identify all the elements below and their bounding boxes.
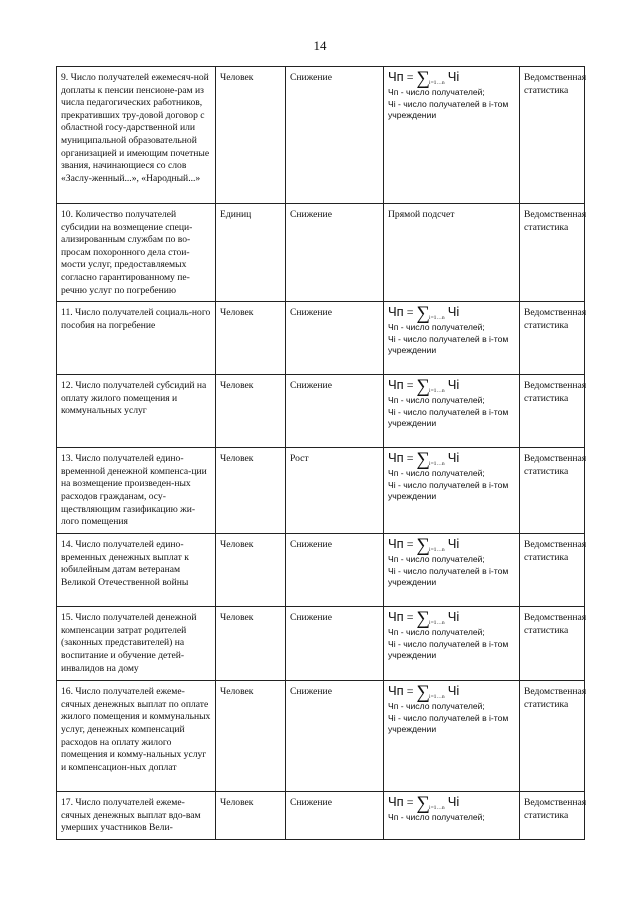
direction-cell: Снижение bbox=[286, 681, 384, 792]
unit-cell: Человек bbox=[216, 302, 286, 375]
unit-cell: Человек bbox=[216, 67, 286, 204]
unit-cell: Человек bbox=[216, 534, 286, 607]
method-cell bbox=[384, 67, 520, 204]
unit-cell: Человек bbox=[216, 448, 286, 534]
formula-eq: = bbox=[406, 610, 414, 625]
sum-symbol: ∑ bbox=[416, 793, 431, 815]
indicator-cell: 17. Число получателей ежеме-сячных денежных выплат вдо-вам умерших участников Вели- bbox=[57, 792, 216, 840]
formula-lhs: Чп bbox=[388, 69, 404, 84]
sum-symbol: ∑ bbox=[416, 449, 431, 471]
indicators-table-body bbox=[57, 67, 585, 840]
formula-desc-1: Чп - число получателей; bbox=[388, 701, 485, 712]
sum-symbol: ∑ bbox=[416, 303, 431, 325]
formula-desc-1: Чп - число получателей; bbox=[388, 627, 485, 638]
formula-sub: i=1…n bbox=[429, 547, 445, 554]
source-cell: Ведомственная статистика bbox=[520, 792, 585, 840]
formula-lhs: Чп bbox=[388, 683, 404, 699]
method-cell bbox=[384, 792, 520, 840]
formula-desc-1: Чп - число получателей; bbox=[388, 812, 485, 823]
formula-rhs: Чi bbox=[447, 536, 460, 552]
formula-desc-2: Чi - число получателей в i-том учреждении bbox=[388, 479, 509, 502]
formula-lhs: Чп bbox=[388, 377, 404, 393]
formula-sub: i=1…n bbox=[429, 461, 445, 468]
direction-cell: Снижение bbox=[286, 204, 384, 302]
direction-cell: Снижение bbox=[286, 607, 384, 681]
formula-sub: i=1…n bbox=[429, 388, 445, 395]
formula bbox=[388, 793, 515, 815]
formula-desc-1: Чп - число получателей; bbox=[388, 395, 485, 406]
formula-eq: = bbox=[406, 684, 414, 699]
source-cell: Ведомственная статистика bbox=[520, 681, 585, 792]
formula-eq: = bbox=[406, 795, 414, 810]
indicator-cell: 16. Число получателей ежеме-сячных денежных выплат по оплате жилого помещения и коммунальных услуг, денежных компенсаций расходов на оплату жилого помещения и комму-нальных услуг и компенсацион-ных доплат bbox=[57, 681, 216, 792]
source-cell: Ведомственная статистика bbox=[520, 67, 585, 204]
indicator-cell: 9. Число получателей ежемесяч-ной доплаты к пенсии пенсионе-рам из числа педагогических работников, прекративших тру-довой договор с областной госу-дарственной или муниципальной образовательной организацией и имеющим почетные звания, начинающиеся со слов «Заслу-женный...», «Народный...» bbox=[57, 67, 216, 204]
table-row bbox=[57, 67, 585, 204]
source-cell: Ведомственная статистика bbox=[520, 302, 585, 375]
formula-desc-2: Чi - число получателей в i-том учреждении bbox=[388, 333, 509, 356]
sum-symbol: ∑ bbox=[416, 535, 431, 557]
formula-desc-2: Чi - число получателей в i-том учреждении bbox=[388, 565, 509, 588]
direction-cell: Рост bbox=[286, 448, 384, 534]
formula-eq: = bbox=[406, 378, 414, 393]
formula-desc-2: Чi - число получателей в i-том учреждении bbox=[388, 712, 509, 735]
table-row bbox=[57, 534, 585, 607]
method-cell bbox=[384, 607, 520, 681]
formula bbox=[388, 535, 515, 557]
formula-sub: i=1…n bbox=[429, 694, 445, 701]
formula-rhs: Чi bbox=[447, 794, 460, 810]
formula-desc-1: Чп - число получателей; bbox=[388, 87, 485, 97]
unit-cell: Человек bbox=[216, 607, 286, 681]
indicator-cell: 13. Число получателей едино-временной денежной компенса-ции на возмещение произведен-ных расходов гражданам, осу-ществляющим газификацию жи-лого помещения bbox=[57, 448, 216, 534]
formula bbox=[388, 70, 515, 87]
direction-cell: Снижение bbox=[286, 792, 384, 840]
indicator-cell: 12. Число получателей субсидий на оплату жилого помещения и коммунальных услуг bbox=[57, 375, 216, 448]
page-number: 14 bbox=[313, 38, 327, 53]
table-row bbox=[57, 302, 585, 375]
direction-cell: Снижение bbox=[286, 302, 384, 375]
direction-cell: Снижение bbox=[286, 534, 384, 607]
formula-lhs: Чп bbox=[388, 536, 404, 552]
formula-desc-1: Чп - число получателей; bbox=[388, 322, 485, 333]
formula-lhs: Чп bbox=[388, 304, 404, 320]
formula-sub: i=1…n bbox=[429, 805, 445, 812]
formula bbox=[388, 682, 515, 704]
formula-rhs: Чi bbox=[447, 377, 460, 393]
indicator-cell: 11. Число получателей социаль-ного пособия на погребение bbox=[57, 302, 216, 375]
formula-sub: i=1…n bbox=[429, 315, 445, 322]
direction-cell: Снижение bbox=[286, 67, 384, 204]
formula bbox=[388, 449, 515, 471]
source-cell: Ведомственная статистика bbox=[520, 607, 585, 681]
formula-rhs: Чi bbox=[447, 609, 460, 625]
formula-lhs: Чп bbox=[388, 609, 404, 625]
formula-rhs: Чi bbox=[447, 450, 460, 466]
source-cell: Ведомственная статистика bbox=[520, 375, 585, 448]
indicator-cell: 10. Количество получателей субсидии на возмещение специ-ализированным службам по во-просам похоронного дела стои-мости услуг, предоставляемых согласно гарантированному пе-речню услуг по погребению bbox=[57, 204, 216, 302]
formula-eq: = bbox=[406, 305, 414, 320]
formula-desc-2: Чi - число получателей в i-том учреждении bbox=[388, 638, 509, 661]
source-cell: Ведомственная статистика bbox=[520, 204, 585, 302]
formula-rhs: Чi bbox=[447, 304, 460, 320]
source-cell: Ведомственная статистика bbox=[520, 448, 585, 534]
formula-eq: = bbox=[406, 537, 414, 552]
unit-cell: Человек bbox=[216, 792, 286, 840]
formula bbox=[388, 303, 515, 325]
formula bbox=[388, 608, 515, 630]
formula-sub: i=1…n bbox=[429, 620, 445, 627]
formula-desc-2: Чi - число получателей в i-том учреждении bbox=[388, 98, 509, 120]
formula-rhs: Чi bbox=[447, 69, 460, 84]
formula-rhs: Чi bbox=[447, 683, 460, 699]
unit-cell: Человек bbox=[216, 681, 286, 792]
table-row bbox=[57, 607, 585, 681]
indicator-cell: 15. Число получателей денежной компенсации затрат родителей (законных представителей) на воспитание и обучение детей-инвалидов на дому bbox=[57, 607, 216, 681]
unit-cell: Единиц bbox=[216, 204, 286, 302]
formula-sub: i=1…n bbox=[429, 80, 445, 86]
direction-cell: Снижение bbox=[286, 375, 384, 448]
formula-lhs: Чп bbox=[388, 794, 404, 810]
source-cell: Ведомственная статистика bbox=[520, 534, 585, 607]
indicators-table bbox=[56, 66, 585, 840]
table-row bbox=[57, 448, 585, 534]
method-cell: Прямой подсчет bbox=[384, 204, 520, 302]
sum-symbol: ∑ bbox=[416, 68, 431, 89]
table-row bbox=[57, 681, 585, 792]
table-row bbox=[57, 375, 585, 448]
formula-lhs: Чп bbox=[388, 450, 404, 466]
formula-eq: = bbox=[406, 70, 414, 84]
table-row bbox=[57, 792, 585, 840]
formula-eq: = bbox=[406, 451, 414, 466]
formula-desc-1: Чп - число получателей; bbox=[388, 468, 485, 479]
indicator-cell: 14. Число получателей едино-временных денежных выплат к юбилейным датам ветеранам Великой Отечественной войны bbox=[57, 534, 216, 607]
formula bbox=[388, 376, 515, 398]
method-cell bbox=[384, 681, 520, 792]
table-row bbox=[57, 204, 585, 302]
sum-symbol: ∑ bbox=[416, 376, 431, 398]
sum-symbol: ∑ bbox=[416, 608, 431, 630]
formula-desc-2: Чi - число получателей в i-том учреждении bbox=[388, 406, 509, 429]
formula-desc-1: Чп - число получателей; bbox=[388, 554, 485, 565]
unit-cell: Человек bbox=[216, 375, 286, 448]
sum-symbol: ∑ bbox=[416, 682, 431, 704]
method-cell bbox=[384, 534, 520, 607]
method-cell bbox=[384, 302, 520, 375]
method-cell bbox=[384, 375, 520, 448]
method-cell bbox=[384, 448, 520, 534]
